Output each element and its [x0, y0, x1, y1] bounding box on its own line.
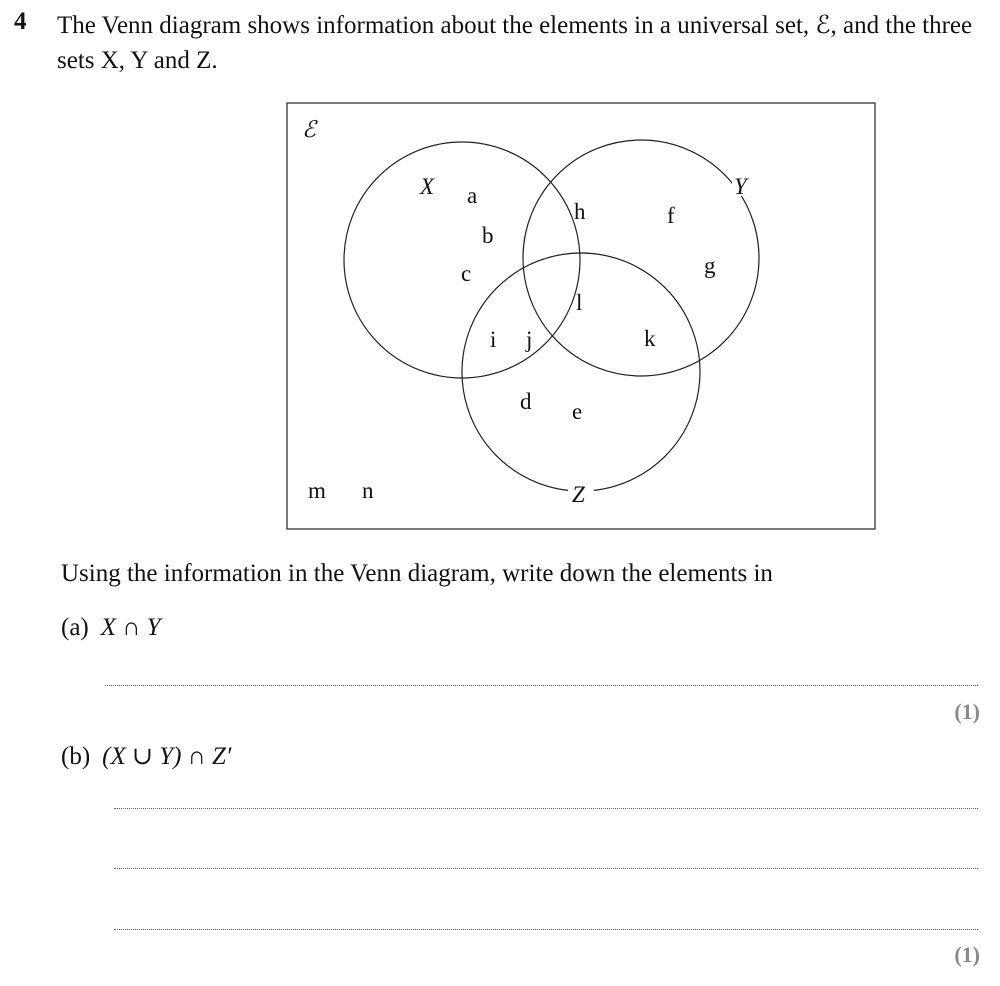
set-y-label: Y: [734, 174, 747, 199]
set-y-circle: [523, 140, 759, 376]
universal-set-box: [287, 103, 875, 529]
part-a-expression: X ∩ Y: [100, 614, 161, 641]
element-k: k: [644, 326, 656, 351]
question-number: 4: [14, 8, 27, 35]
part-b-expression: (X ∪ Y) ∩ Z′: [102, 743, 232, 770]
element-g: g: [704, 253, 716, 278]
element-c: c: [461, 261, 472, 286]
element-f: f: [667, 203, 675, 228]
part-b-label: (b): [61, 743, 91, 770]
element-n: n: [362, 478, 374, 503]
set-x-circle: [344, 142, 583, 378]
part-b-marks: (1): [954, 942, 980, 967]
element-m: m: [308, 478, 326, 503]
instruction-text: Using the information in the Venn diagram, write down the elements in: [61, 560, 773, 587]
element-h: h: [574, 199, 586, 224]
element-j: j: [526, 327, 533, 352]
universal-set-symbol: ℰ: [302, 117, 316, 142]
part-b-answer-line-2[interactable]: [114, 868, 978, 869]
element-a: a: [467, 183, 478, 208]
part-a-marks: (1): [954, 699, 980, 724]
set-z-label: Z: [572, 482, 585, 507]
set-x-label: X: [420, 174, 435, 199]
part-a: [61, 614, 160, 642]
element-e: e: [572, 399, 583, 424]
element-l: l: [576, 290, 583, 315]
question-stem: The Venn diagram shows information about the elements in a universal set, ℰ, and the three sets X, Y and Z.: [57, 12, 973, 74]
venn-diagram: [286, 102, 876, 530]
part-b-answer-line-1[interactable]: [114, 808, 978, 809]
element-d: d: [520, 389, 532, 414]
part-a-answer-line[interactable]: [105, 685, 978, 686]
part-b: [61, 741, 231, 771]
element-b: b: [482, 223, 494, 248]
part-b-answer-line-3[interactable]: [114, 929, 978, 930]
part-a-label: (a): [61, 614, 89, 641]
element-i: i: [490, 327, 497, 352]
